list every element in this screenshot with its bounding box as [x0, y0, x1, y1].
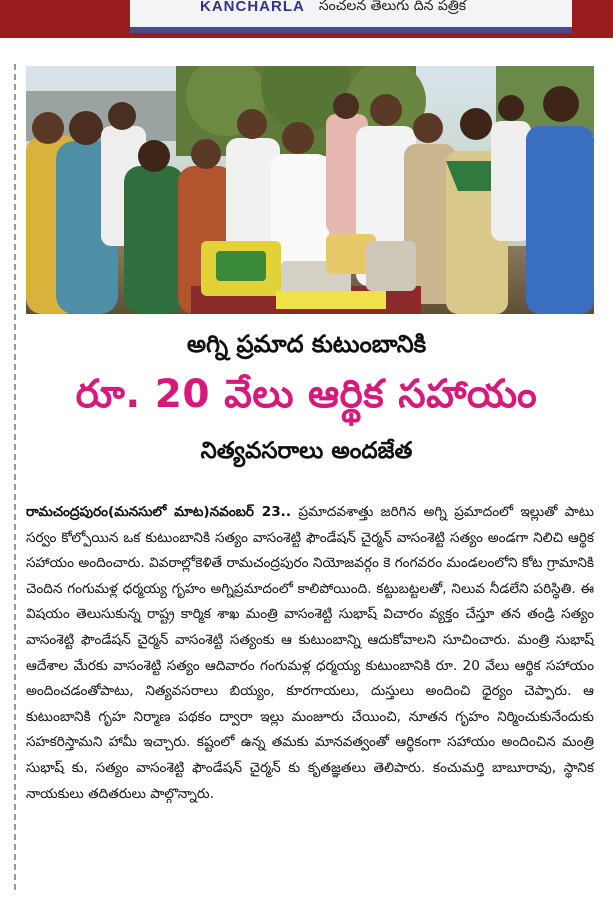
article-paragraph-1: ప్రమాదవశాత్తు జరిగిన అగ్ని ప్రమాదంలో ఇల్లుతో పాటు సర్వం కోల్పోయిన ఒక కుటుంబానికి సత్యం వాసంశెట్టి ఫౌండేషన్ చైర్మన్ వాసంశెట్టి సత్యం అండగా నిలిచి ఆర్థిక సహాయం అందించారు. [26, 504, 594, 572]
article-subhead: నిత్యవసరాలు అందజేత [200, 438, 413, 464]
article-paragraph-2: వివరాల్లోకెళితే రామచంద్రపురం నియోజవర్గం కె గంగవరం మండలంలోని కోట గ్రామానికి చెందిన గంగుమళ్ల ధర్మయ్య గృహం అగ్నిప్రమాదంలో కాలిపోయింది. కట్టుబట్టలతో, నిలువ నీడలేని పరిస్థితి. ఈ విషయం తెలుసుకున్న రాష్ట్ర కార్మిక శాఖ మంత్రి వాసంశెట్టి సుభాష్ విచారం వ్యక్తం చేస్తూ తన తండ్రి సత్యం వాసంశెట్టి ఫౌండేషన్ చైర్మన్ వాసంశెట్టి సత్యంకు ఆ కుటుంబాన్ని ఆదుకోవాలని సూచించారు. మంత్రి సుభాష్ ఆదేశాల మేరకు వాసంశెట్టి సత్యం ఆదివారం గంగుమళ్ల ధర్మయ్య కుటుంబానికి రూ. 20 వేలు ఆర్థిక సహాయం అందించడంతోపాటు, నిత్యవసరాలు బియ్యం, కూరగాయలు, దుస్తులు అందించి ధైర్యం చెప్పారు. ఆ కుటుంబానికి గృహ నిర్మాణ పథకం ద్వారా ఇల్లు మంజూరు చేయించి, నూతన గృహం నిర్మించుకునేందుకు సహకరిస్తామని హామీ ఇచ్చారు. కష్టంలో ఉన్న తమకు మానవత్వంతో ఆర్థికంగా సహాయం అందించిన మంత్రి సుభాష్ కు, సత్యం వాసంశెట్టి ఫౌండేషన్ చైర్మన్ కు కృతజ్ఞతలు తెలిపారు. కంచుమర్తి బాబూరావు, స్థానిక నాయకులు తదితరులు పాల్గొన్నారు. [26, 555, 594, 802]
article-kicker: అగ్ని ప్రమాద కుటుంబానికి [186, 330, 427, 358]
article-border [14, 64, 22, 890]
masthead-brand: KANCHARLA [200, 0, 305, 15]
article-body [26, 500, 594, 807]
article-headline: రూ. 20 వేలు ఆర్థిక సహాయం [75, 372, 538, 417]
news-photo-illustration [26, 66, 594, 314]
newspaper-masthead [130, 0, 572, 33]
article-dateline: రామచంద్రపురం(మనసులో మాట)నవంబర్ 23.. [26, 504, 291, 520]
masthead-tagline: సంచలన తెలుగు దిన పత్రిక [318, 0, 467, 14]
news-photo [26, 66, 594, 314]
